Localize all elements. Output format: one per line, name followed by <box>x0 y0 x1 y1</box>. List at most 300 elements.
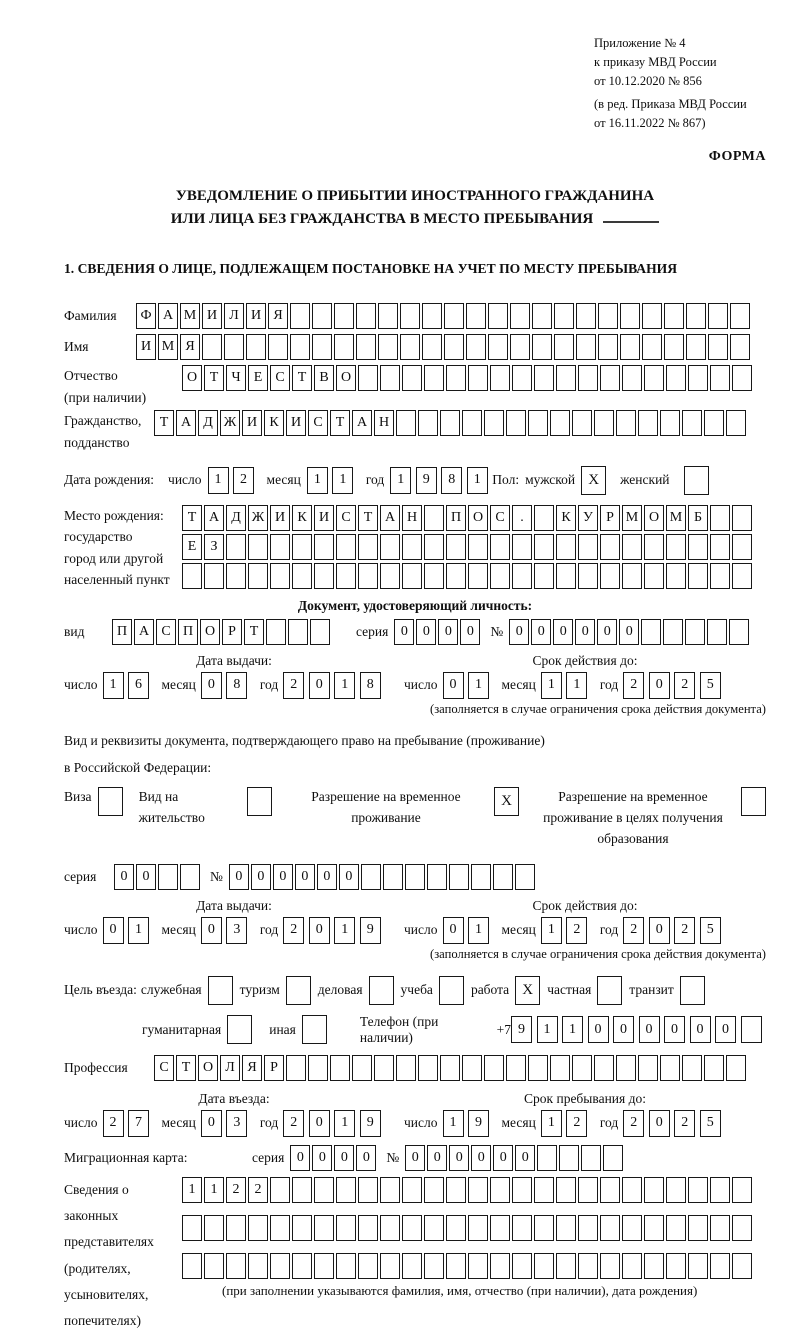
digit-cell[interactable]: 2 <box>623 917 644 944</box>
char-cell[interactable]: 1 <box>204 1177 224 1203</box>
char-cell[interactable] <box>358 1253 378 1279</box>
char-cell[interactable]: 0 <box>531 619 551 645</box>
char-cell[interactable]: А <box>134 619 154 645</box>
char-cell[interactable] <box>292 1253 312 1279</box>
char-cell[interactable]: 0 <box>575 619 595 645</box>
char-cell[interactable]: 0 <box>136 864 156 890</box>
char-cell[interactable] <box>732 505 752 531</box>
female-checkbox[interactable] <box>684 466 709 495</box>
char-cell[interactable] <box>730 334 750 360</box>
char-cell[interactable] <box>383 864 403 890</box>
char-cell[interactable]: М <box>180 303 200 329</box>
digit-cell[interactable]: 2 <box>674 672 695 699</box>
char-cell[interactable] <box>572 1055 592 1081</box>
digit-cell[interactable]: 0 <box>690 1016 711 1043</box>
char-cell[interactable]: П <box>178 619 198 645</box>
char-cell[interactable] <box>358 534 378 560</box>
char-cell[interactable] <box>515 864 535 890</box>
char-cell[interactable] <box>666 1215 686 1241</box>
digit-cell[interactable]: 0 <box>309 917 330 944</box>
char-cell[interactable]: А <box>352 410 372 436</box>
char-cell[interactable] <box>422 334 442 360</box>
char-cell[interactable]: 0 <box>427 1145 447 1171</box>
char-cell[interactable] <box>622 1253 642 1279</box>
char-cell[interactable] <box>644 534 664 560</box>
char-cell[interactable] <box>512 563 532 589</box>
char-cell[interactable]: 0 <box>290 1145 310 1171</box>
char-cell[interactable] <box>424 563 444 589</box>
char-cell[interactable]: К <box>292 505 312 531</box>
char-cell[interactable] <box>726 1055 746 1081</box>
char-cell[interactable] <box>534 534 554 560</box>
char-cell[interactable] <box>663 619 683 645</box>
digit-cell[interactable]: 0 <box>639 1016 660 1043</box>
digit-cell[interactable]: 1 <box>541 1110 562 1137</box>
char-cell[interactable] <box>554 303 574 329</box>
char-cell[interactable] <box>449 864 469 890</box>
char-cell[interactable] <box>402 1215 422 1241</box>
digit-cell[interactable]: 5 <box>700 672 721 699</box>
char-cell[interactable] <box>576 303 596 329</box>
char-cell[interactable] <box>556 1177 576 1203</box>
char-cell[interactable] <box>710 563 730 589</box>
char-cell[interactable]: И <box>270 505 290 531</box>
char-cell[interactable] <box>380 1253 400 1279</box>
digit-cell[interactable]: 2 <box>623 1110 644 1137</box>
char-cell[interactable] <box>644 365 664 391</box>
char-cell[interactable] <box>532 303 552 329</box>
char-cell[interactable]: У <box>578 505 598 531</box>
char-cell[interactable] <box>180 864 200 890</box>
char-cell[interactable] <box>182 1215 202 1241</box>
char-cell[interactable]: О <box>336 365 356 391</box>
char-cell[interactable] <box>488 303 508 329</box>
char-cell[interactable] <box>534 505 554 531</box>
char-cell[interactable] <box>644 1253 664 1279</box>
char-cell[interactable] <box>468 1253 488 1279</box>
char-cell[interactable] <box>556 534 576 560</box>
char-cell[interactable] <box>666 563 686 589</box>
char-cell[interactable]: 0 <box>114 864 134 890</box>
char-cell[interactable]: Ф <box>136 303 156 329</box>
char-cell[interactable]: 0 <box>273 864 293 890</box>
char-cell[interactable] <box>578 1215 598 1241</box>
char-cell[interactable] <box>620 334 640 360</box>
digit-cell[interactable]: 2 <box>283 672 304 699</box>
transit-checkbox[interactable] <box>680 976 705 1005</box>
char-cell[interactable] <box>488 334 508 360</box>
char-cell[interactable] <box>704 1055 724 1081</box>
char-cell[interactable] <box>286 1055 306 1081</box>
char-cell[interactable]: О <box>198 1055 218 1081</box>
char-cell[interactable] <box>468 365 488 391</box>
char-cell[interactable] <box>682 410 702 436</box>
char-cell[interactable] <box>594 1055 614 1081</box>
char-cell[interactable] <box>556 563 576 589</box>
study-checkbox[interactable] <box>439 976 464 1005</box>
char-cell[interactable] <box>314 563 334 589</box>
char-cell[interactable] <box>686 334 706 360</box>
char-cell[interactable] <box>688 563 708 589</box>
char-cell[interactable] <box>732 1215 752 1241</box>
char-cell[interactable]: А <box>204 505 224 531</box>
char-cell[interactable] <box>550 1055 570 1081</box>
work-checkbox[interactable]: X <box>515 976 540 1005</box>
char-cell[interactable] <box>440 1055 460 1081</box>
char-cell[interactable] <box>506 410 526 436</box>
char-cell[interactable]: Т <box>358 505 378 531</box>
char-cell[interactable]: Н <box>402 505 422 531</box>
char-cell[interactable] <box>642 334 662 360</box>
digit-cell[interactable]: 1 <box>334 672 355 699</box>
char-cell[interactable] <box>490 1177 510 1203</box>
business-checkbox[interactable] <box>369 976 394 1005</box>
char-cell[interactable] <box>484 410 504 436</box>
digit-cell[interactable]: 2 <box>233 467 254 494</box>
digit-cell[interactable]: 1 <box>208 467 229 494</box>
digit-cell[interactable] <box>741 1016 762 1043</box>
char-cell[interactable] <box>620 303 640 329</box>
char-cell[interactable] <box>598 303 618 329</box>
char-cell[interactable]: П <box>446 505 466 531</box>
char-cell[interactable] <box>226 563 246 589</box>
char-cell[interactable]: Т <box>182 505 202 531</box>
char-cell[interactable] <box>490 1215 510 1241</box>
char-cell[interactable] <box>685 619 705 645</box>
char-cell[interactable] <box>600 1177 620 1203</box>
char-cell[interactable] <box>204 563 224 589</box>
char-cell[interactable] <box>308 1055 328 1081</box>
char-cell[interactable] <box>336 1177 356 1203</box>
char-cell[interactable] <box>334 303 354 329</box>
char-cell[interactable]: 0 <box>515 1145 535 1171</box>
char-cell[interactable]: Р <box>264 1055 284 1081</box>
char-cell[interactable]: Ж <box>248 505 268 531</box>
char-cell[interactable]: М <box>666 505 686 531</box>
char-cell[interactable]: Е <box>182 534 202 560</box>
char-cell[interactable] <box>704 410 724 436</box>
digit-cell[interactable]: 1 <box>468 917 489 944</box>
char-cell[interactable]: 0 <box>295 864 315 890</box>
char-cell[interactable] <box>402 1253 422 1279</box>
char-cell[interactable] <box>578 563 598 589</box>
char-cell[interactable]: С <box>156 619 176 645</box>
char-cell[interactable] <box>688 365 708 391</box>
char-cell[interactable] <box>312 334 332 360</box>
char-cell[interactable] <box>528 410 548 436</box>
char-cell[interactable] <box>688 1253 708 1279</box>
char-cell[interactable] <box>290 334 310 360</box>
char-cell[interactable] <box>710 505 730 531</box>
char-cell[interactable] <box>446 1253 466 1279</box>
char-cell[interactable] <box>356 303 376 329</box>
char-cell[interactable] <box>446 365 466 391</box>
char-cell[interactable]: О <box>182 365 202 391</box>
char-cell[interactable] <box>641 619 661 645</box>
char-cell[interactable] <box>248 1215 268 1241</box>
char-cell[interactable] <box>312 303 332 329</box>
char-cell[interactable] <box>537 1145 557 1171</box>
char-cell[interactable] <box>490 1253 510 1279</box>
char-cell[interactable] <box>468 1215 488 1241</box>
char-cell[interactable]: 0 <box>334 1145 354 1171</box>
char-cell[interactable] <box>603 1145 623 1171</box>
char-cell[interactable] <box>446 1177 466 1203</box>
char-cell[interactable] <box>532 334 552 360</box>
char-cell[interactable] <box>468 563 488 589</box>
char-cell[interactable]: О <box>468 505 488 531</box>
char-cell[interactable]: 0 <box>597 619 617 645</box>
digit-cell[interactable]: 0 <box>664 1016 685 1043</box>
char-cell[interactable] <box>600 1215 620 1241</box>
char-cell[interactable] <box>600 563 620 589</box>
char-cell[interactable]: М <box>622 505 642 531</box>
digit-cell[interactable]: 1 <box>566 672 587 699</box>
digit-cell[interactable]: 0 <box>715 1016 736 1043</box>
char-cell[interactable] <box>666 365 686 391</box>
char-cell[interactable] <box>400 334 420 360</box>
char-cell[interactable] <box>600 1253 620 1279</box>
char-cell[interactable]: 2 <box>248 1177 268 1203</box>
char-cell[interactable]: Т <box>244 619 264 645</box>
char-cell[interactable]: С <box>308 410 328 436</box>
char-cell[interactable]: 0 <box>405 1145 425 1171</box>
char-cell[interactable] <box>554 334 574 360</box>
digit-cell[interactable]: 5 <box>700 917 721 944</box>
char-cell[interactable] <box>616 1055 636 1081</box>
char-cell[interactable] <box>446 1215 466 1241</box>
char-cell[interactable] <box>288 619 308 645</box>
temp-residence-education-checkbox[interactable] <box>741 787 766 816</box>
char-cell[interactable]: 0 <box>619 619 639 645</box>
char-cell[interactable] <box>396 410 416 436</box>
digit-cell[interactable]: 1 <box>467 467 488 494</box>
char-cell[interactable] <box>270 1253 290 1279</box>
char-cell[interactable] <box>358 1215 378 1241</box>
char-cell[interactable] <box>534 1215 554 1241</box>
char-cell[interactable] <box>710 1177 730 1203</box>
char-cell[interactable] <box>418 410 438 436</box>
char-cell[interactable] <box>182 1253 202 1279</box>
char-cell[interactable]: Я <box>268 303 288 329</box>
char-cell[interactable] <box>644 1215 664 1241</box>
char-cell[interactable] <box>380 1215 400 1241</box>
char-cell[interactable] <box>490 534 510 560</box>
char-cell[interactable] <box>446 563 466 589</box>
char-cell[interactable] <box>600 365 620 391</box>
char-cell[interactable] <box>550 410 570 436</box>
char-cell[interactable] <box>182 563 202 589</box>
char-cell[interactable] <box>600 534 620 560</box>
char-cell[interactable] <box>270 1215 290 1241</box>
char-cell[interactable] <box>422 303 442 329</box>
char-cell[interactable] <box>534 1177 554 1203</box>
char-cell[interactable] <box>336 563 356 589</box>
char-cell[interactable]: Т <box>154 410 174 436</box>
char-cell[interactable] <box>732 534 752 560</box>
char-cell[interactable]: С <box>270 365 290 391</box>
char-cell[interactable] <box>466 334 486 360</box>
char-cell[interactable]: И <box>314 505 334 531</box>
char-cell[interactable]: 0 <box>471 1145 491 1171</box>
char-cell[interactable] <box>512 534 532 560</box>
char-cell[interactable] <box>534 365 554 391</box>
char-cell[interactable] <box>292 534 312 560</box>
char-cell[interactable] <box>446 534 466 560</box>
digit-cell[interactable]: 0 <box>613 1016 634 1043</box>
char-cell[interactable] <box>512 365 532 391</box>
digit-cell[interactable]: 8 <box>441 467 462 494</box>
digit-cell[interactable]: 0 <box>443 672 464 699</box>
char-cell[interactable]: Т <box>330 410 350 436</box>
char-cell[interactable] <box>314 534 334 560</box>
char-cell[interactable] <box>534 1253 554 1279</box>
char-cell[interactable] <box>330 1055 350 1081</box>
char-cell[interactable] <box>556 1253 576 1279</box>
digit-cell[interactable]: 0 <box>201 1110 222 1137</box>
char-cell[interactable] <box>534 563 554 589</box>
digit-cell[interactable]: 1 <box>103 672 124 699</box>
char-cell[interactable] <box>512 1215 532 1241</box>
char-cell[interactable] <box>688 534 708 560</box>
humanitarian-checkbox[interactable] <box>227 1015 252 1044</box>
char-cell[interactable] <box>666 1177 686 1203</box>
char-cell[interactable] <box>358 563 378 589</box>
char-cell[interactable] <box>576 334 596 360</box>
temp-residence-checkbox[interactable]: X <box>494 787 519 816</box>
digit-cell[interactable]: 2 <box>674 917 695 944</box>
char-cell[interactable] <box>292 1215 312 1241</box>
char-cell[interactable] <box>644 1177 664 1203</box>
char-cell[interactable] <box>352 1055 372 1081</box>
char-cell[interactable]: 0 <box>509 619 529 645</box>
char-cell[interactable] <box>292 563 312 589</box>
digit-cell[interactable]: 1 <box>443 1110 464 1137</box>
char-cell[interactable]: 0 <box>493 1145 513 1171</box>
char-cell[interactable]: О <box>200 619 220 645</box>
char-cell[interactable]: К <box>556 505 576 531</box>
char-cell[interactable]: И <box>286 410 306 436</box>
char-cell[interactable] <box>310 619 330 645</box>
char-cell[interactable] <box>314 1215 334 1241</box>
digit-cell[interactable]: 0 <box>443 917 464 944</box>
char-cell[interactable] <box>396 1055 416 1081</box>
visa-checkbox[interactable] <box>98 787 123 816</box>
digit-cell[interactable]: 1 <box>468 672 489 699</box>
char-cell[interactable] <box>462 410 482 436</box>
char-cell[interactable]: 0 <box>317 864 337 890</box>
digit-cell[interactable]: 1 <box>307 467 328 494</box>
char-cell[interactable]: Я <box>242 1055 262 1081</box>
char-cell[interactable]: Т <box>292 365 312 391</box>
char-cell[interactable] <box>581 1145 601 1171</box>
char-cell[interactable] <box>732 1253 752 1279</box>
char-cell[interactable] <box>707 619 727 645</box>
char-cell[interactable] <box>622 563 642 589</box>
char-cell[interactable] <box>158 864 178 890</box>
char-cell[interactable]: Т <box>176 1055 196 1081</box>
char-cell[interactable] <box>506 1055 526 1081</box>
char-cell[interactable] <box>270 534 290 560</box>
char-cell[interactable] <box>616 410 636 436</box>
char-cell[interactable]: . <box>512 505 532 531</box>
char-cell[interactable] <box>226 1215 246 1241</box>
char-cell[interactable] <box>732 563 752 589</box>
digit-cell[interactable]: 2 <box>566 917 587 944</box>
char-cell[interactable]: Д <box>198 410 218 436</box>
char-cell[interactable] <box>270 563 290 589</box>
char-cell[interactable] <box>710 365 730 391</box>
char-cell[interactable] <box>270 1177 290 1203</box>
char-cell[interactable] <box>226 1253 246 1279</box>
char-cell[interactable] <box>660 410 680 436</box>
digit-cell[interactable]: 3 <box>226 917 247 944</box>
char-cell[interactable] <box>490 365 510 391</box>
char-cell[interactable]: Е <box>248 365 268 391</box>
char-cell[interactable]: Р <box>222 619 242 645</box>
char-cell[interactable]: 2 <box>226 1177 246 1203</box>
digit-cell[interactable]: 2 <box>103 1110 124 1137</box>
char-cell[interactable] <box>204 1253 224 1279</box>
digit-cell[interactable]: 8 <box>226 672 247 699</box>
char-cell[interactable] <box>686 303 706 329</box>
char-cell[interactable]: С <box>336 505 356 531</box>
char-cell[interactable]: З <box>204 534 224 560</box>
char-cell[interactable]: О <box>644 505 664 531</box>
digit-cell[interactable]: 1 <box>390 467 411 494</box>
digit-cell[interactable]: 5 <box>700 1110 721 1137</box>
char-cell[interactable] <box>666 1253 686 1279</box>
char-cell[interactable] <box>462 1055 482 1081</box>
char-cell[interactable] <box>268 334 288 360</box>
char-cell[interactable] <box>380 1177 400 1203</box>
char-cell[interactable] <box>622 1177 642 1203</box>
char-cell[interactable]: 0 <box>416 619 436 645</box>
digit-cell[interactable]: 1 <box>332 467 353 494</box>
char-cell[interactable]: 1 <box>182 1177 202 1203</box>
char-cell[interactable] <box>378 334 398 360</box>
char-cell[interactable] <box>246 334 266 360</box>
char-cell[interactable] <box>468 1177 488 1203</box>
digit-cell[interactable]: 0 <box>309 672 330 699</box>
char-cell[interactable] <box>424 365 444 391</box>
char-cell[interactable] <box>572 410 592 436</box>
char-cell[interactable] <box>444 334 464 360</box>
char-cell[interactable] <box>726 410 746 436</box>
digit-cell[interactable]: 9 <box>416 467 437 494</box>
char-cell[interactable] <box>204 1215 224 1241</box>
char-cell[interactable] <box>424 534 444 560</box>
char-cell[interactable] <box>440 410 460 436</box>
char-cell[interactable]: Д <box>226 505 246 531</box>
char-cell[interactable] <box>660 1055 680 1081</box>
char-cell[interactable]: Ч <box>226 365 246 391</box>
digit-cell[interactable]: 1 <box>541 917 562 944</box>
char-cell[interactable] <box>468 534 488 560</box>
digit-cell[interactable]: 0 <box>201 917 222 944</box>
char-cell[interactable] <box>290 303 310 329</box>
char-cell[interactable] <box>334 334 354 360</box>
digit-cell[interactable]: 3 <box>226 1110 247 1137</box>
digit-cell[interactable]: 2 <box>674 1110 695 1137</box>
digit-cell[interactable]: 9 <box>360 917 381 944</box>
digit-cell[interactable]: 1 <box>562 1016 583 1043</box>
char-cell[interactable] <box>358 1177 378 1203</box>
char-cell[interactable] <box>374 1055 394 1081</box>
char-cell[interactable] <box>642 303 662 329</box>
digit-cell[interactable]: 1 <box>541 672 562 699</box>
char-cell[interactable] <box>224 334 244 360</box>
